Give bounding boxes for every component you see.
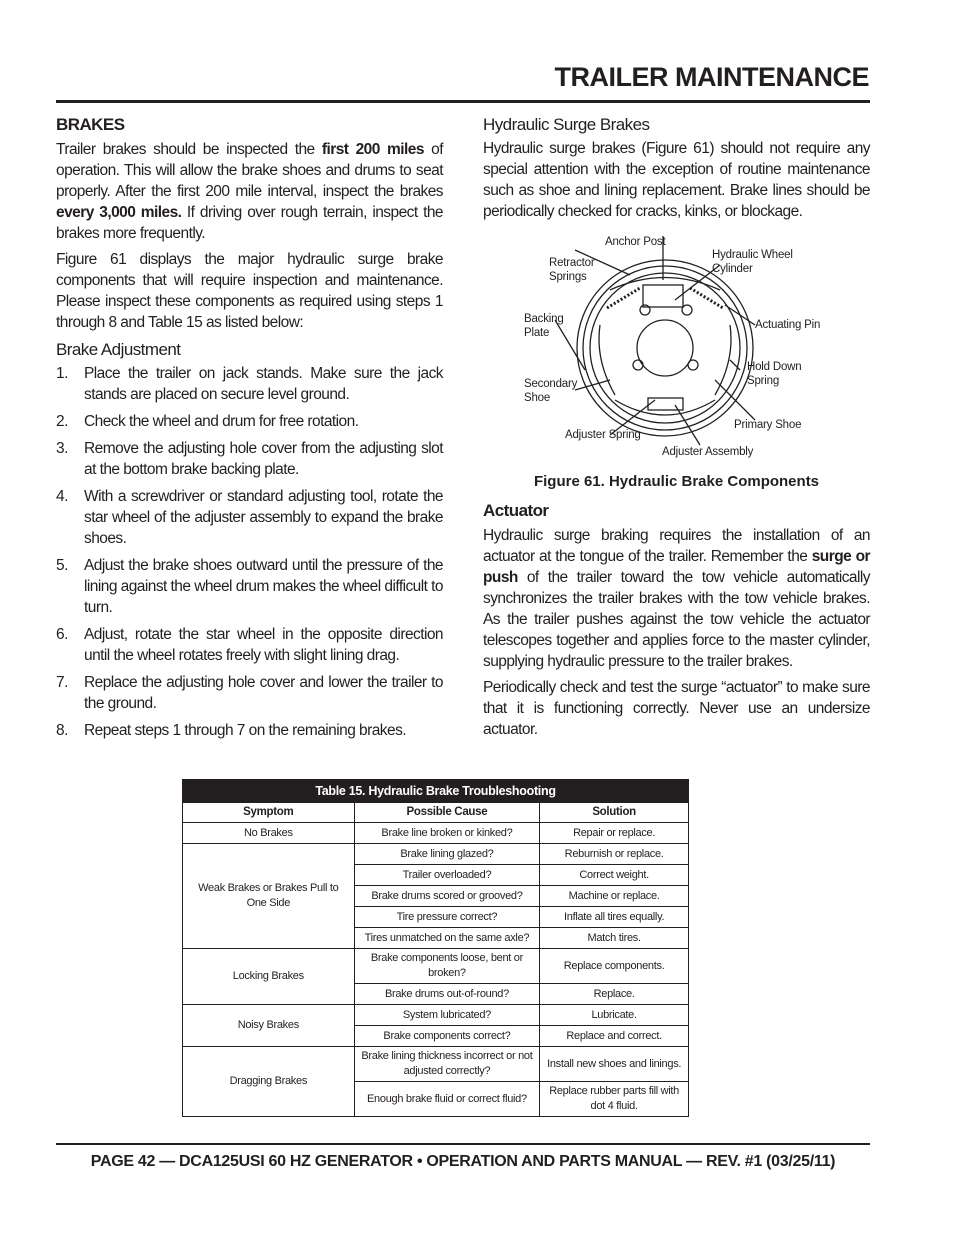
table-row [183, 1047, 689, 1082]
column-header: Symptom [183, 803, 355, 823]
actuator-para-2: Periodically check and test the surge “actuator” to make sure that it is functioning correctly. Never use an undersize actuator. [483, 679, 870, 738]
table-row [183, 823, 689, 844]
surge-heading: Hydraulic Surge Brakes [483, 115, 650, 134]
brake-diagram [515, 230, 845, 460]
step-text: Check the wheel and drum for free rotation. [84, 413, 359, 430]
label-backing-plate: Backing Plate [524, 313, 564, 339]
emphasis: first 200 miles [321, 141, 424, 158]
step-text: Place the trailer on jack stands. Make sure the jack stands are placed on secure level ground. [84, 365, 443, 403]
solution-cell: Reburnish or replace. [540, 844, 689, 865]
step-number: 8. [56, 722, 68, 739]
table-row [183, 844, 689, 865]
text: Trailer brakes should be inspected the [56, 141, 322, 158]
step-text: Adjust the brake shoes outward until the pressure of the lining against the wheel drum makes the wheel difficult to turn. [84, 557, 443, 616]
label-adjuster-assembly: Adjuster Assembly [662, 446, 754, 458]
step-item [56, 486, 443, 549]
step-number: 1. [56, 365, 68, 382]
brake-adjustment-heading: Brake Adjustment [56, 340, 181, 359]
brakes-para-2: Figure 61 displays the major hydraulic surge brake components that will require inspection and maintenance. Please inspect these components as required using steps 1 through 8 and Table 15 as listed below: [56, 251, 443, 331]
solution-cell: Lubricate. [540, 1005, 689, 1026]
cause-cell: Tire pressure correct? [354, 907, 540, 928]
left-column [56, 114, 443, 747]
cause-cell: Tires unmatched on the same axle? [354, 928, 540, 949]
emphasis: surge or push [483, 548, 870, 586]
step-text: With a screwdriver or standard adjusting tool, rotate the star wheel of the adjuster assembly to expand the brake shoes. [84, 488, 443, 547]
step-text: Adjust, rotate the star wheel in the opposite direction until the wheel rotates freely with slight lining drag. [84, 626, 443, 664]
solution-cell: Replace components. [540, 949, 689, 984]
step-number: 6. [56, 626, 68, 643]
header-rule [56, 100, 870, 103]
cause-cell: Brake components correct? [354, 1026, 540, 1047]
cause-cell: Enough brake fluid or correct fluid? [354, 1082, 540, 1117]
actuator-para-1 [483, 525, 870, 672]
page-title: TRAILER MAINTENANCE [554, 62, 869, 92]
step-item [56, 438, 443, 480]
step-number: 2. [56, 413, 68, 430]
column-header: Possible Cause [354, 803, 540, 823]
symptom-cell: Noisy Brakes [183, 1005, 355, 1047]
solution-cell: Replace. [540, 984, 689, 1005]
text: of operation. This will allow the brake shoes and drums to seat properly. After the first 200 mile interval, inspect the brakes [56, 141, 443, 200]
label-retractor-springs: Retractor Springs [549, 257, 595, 283]
cause-cell: System lubricated? [354, 1005, 540, 1026]
cause-cell: Brake lining glazed? [354, 844, 540, 865]
right-column [483, 114, 870, 227]
step-item [56, 672, 443, 714]
solution-cell: Inflate all tires equally. [540, 907, 689, 928]
brakes-intro [56, 139, 443, 244]
label-adjuster-spring: Adjuster Spring [565, 429, 641, 441]
step-item [56, 720, 443, 741]
step-text: Repeat steps 1 through 7 on the remaining brakes. [84, 722, 407, 739]
symptom-cell: Locking Brakes [183, 949, 355, 1005]
figure-caption: Figure 61. Hydraulic Brake Components [533, 473, 820, 490]
step-item [56, 411, 443, 432]
symptom-cell: Weak Brakes or Brakes Pull to One Side [183, 844, 355, 949]
solution-cell: Replace and correct. [540, 1026, 689, 1047]
label-hold-down-spring: Hold Down Spring [747, 361, 802, 387]
step-number: 7. [56, 674, 68, 691]
brakes-heading: BRAKES [56, 115, 125, 134]
step-text: Replace the adjusting hole cover and lower the trailer to the ground. [84, 674, 443, 712]
cause-cell: Brake line broken or kinked? [354, 823, 540, 844]
table-title: Table 15. Hydraulic Brake Troubleshooting [183, 780, 689, 803]
actuator-section [483, 500, 870, 745]
table-row [183, 1005, 689, 1026]
cause-cell: Brake components loose, bent or broken? [354, 949, 540, 984]
actuator-heading: Actuator [483, 501, 549, 520]
step-number: 3. [56, 440, 68, 457]
symptom-cell: Dragging Brakes [183, 1047, 355, 1117]
label-primary-shoe: Primary Shoe [734, 419, 802, 431]
text: If driving over rough terrain, inspect the brakes more frequently. [56, 204, 443, 242]
step-item [56, 555, 443, 618]
solution-cell: Correct weight. [540, 865, 689, 886]
text: Hydraulic surge braking requires the installation of an actuator at the tongue of the trailer. Remember the [483, 527, 870, 565]
footer-rule [56, 1143, 870, 1145]
troubleshooting-table [182, 779, 689, 1117]
symptom-cell: No Brakes [183, 823, 355, 844]
solution-cell: Match tires. [540, 928, 689, 949]
label-secondary-shoe: Secondary Shoe [524, 378, 578, 404]
step-item [56, 363, 443, 405]
step-number: 4. [56, 488, 68, 505]
solution-cell: Replace rubber parts fill with dot 4 fluid. [540, 1082, 689, 1117]
text: of the trailer toward the tow vehicle automatically synchronizes the trailer brakes with the tow vehicle brakes. As the trailer pushes against the tow vehicle the actuator telescopes together and applies force to the master cylinder, supplying hydraulic pressure to the trailer brakes. [483, 569, 870, 670]
label-anchor-post: Anchor Post [605, 236, 666, 248]
cause-cell: Brake lining thickness incorrect or not adjusted correctly? [354, 1047, 540, 1082]
cause-cell: Brake drums out-of-round? [354, 984, 540, 1005]
page-footer: PAGE 42 — DCA125USI 60 HZ GENERATOR • OPERATION AND PARTS MANUAL — REV. #1 (03/25/11) [90, 1153, 836, 1170]
cause-cell: Trailer overloaded? [354, 865, 540, 886]
step-text: Remove the adjusting hole cover from the adjusting slot at the bottom brake backing plate. [84, 440, 443, 478]
step-number: 5. [56, 557, 68, 574]
step-item [56, 624, 443, 666]
label-hydraulic-wheel-cylinder: Hydraulic Wheel Cylinder [712, 249, 793, 275]
surge-para: Hydraulic surge brakes (Figure 61) should not require any special attention with the exception of routine maintenance such as shoe and lining replacement. Brake lines should be periodically checked for cracks, kinks, or blockage. [483, 140, 870, 220]
label-actuating-pin: Actuating Pin [755, 319, 821, 331]
emphasis: every 3,000 miles. [56, 204, 182, 221]
solution-cell: Install new shoes and linings. [540, 1047, 689, 1082]
solution-cell: Machine or replace. [540, 886, 689, 907]
table-row [183, 949, 689, 984]
cause-cell: Brake drums scored or grooved? [354, 886, 540, 907]
column-header: Solution [540, 803, 689, 823]
adjustment-steps [56, 363, 443, 741]
solution-cell: Repair or replace. [540, 823, 689, 844]
